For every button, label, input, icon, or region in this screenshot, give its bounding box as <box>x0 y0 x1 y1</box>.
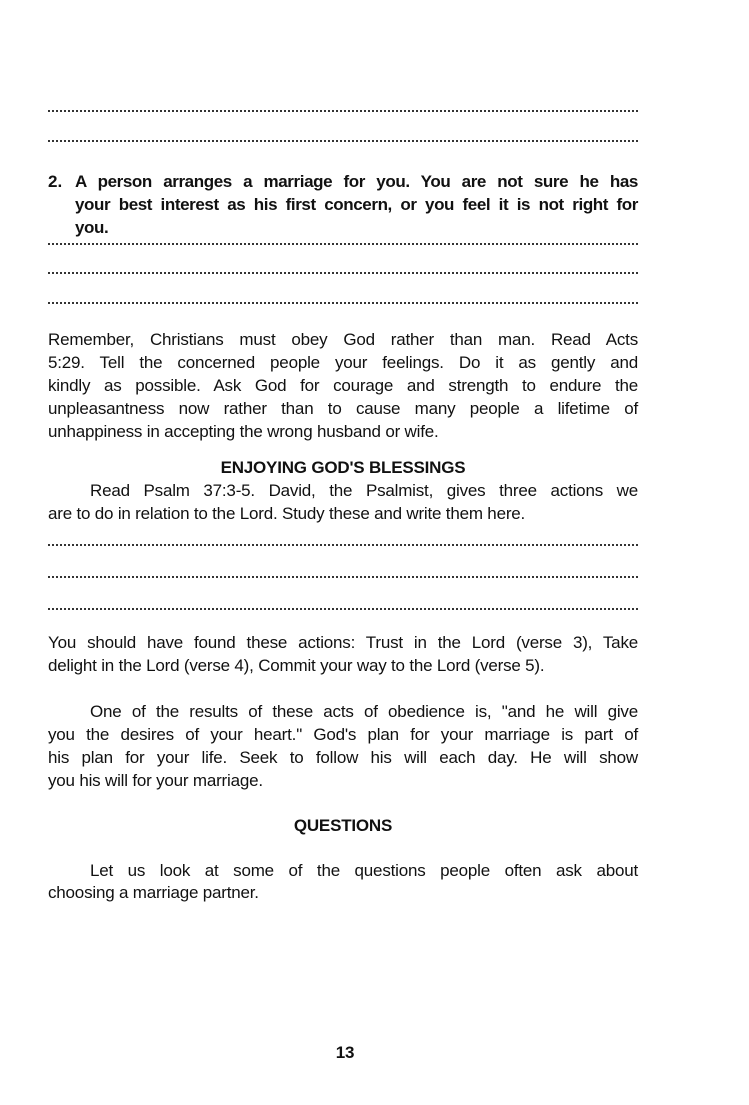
paragraph-line: Let us look at some of the questions people often ask about <box>90 861 638 880</box>
answer-line[interactable] <box>48 608 638 610</box>
item-text: your best interest as his first concern, or you feel it is not right for <box>75 195 638 214</box>
paragraph-line: 5:29. Tell the concerned people your feelings. Do it as gently and <box>48 353 638 372</box>
page-number: 13 <box>335 1043 355 1062</box>
paragraph-line: unhappiness in accepting the wrong husband or wife. <box>48 422 439 441</box>
item-number: 2. <box>48 172 63 191</box>
paragraph-line: you the desires of your heart." God's plan for your marriage is part of <box>48 725 638 744</box>
answer-line[interactable] <box>48 272 638 274</box>
item-text: A person arranges a marriage for you. You are not sure he has <box>75 172 638 191</box>
paragraph-line: you his will for your marriage. <box>48 771 263 790</box>
paragraph-line: You should have found these actions: Trust in the Lord (verse 3), Take <box>48 633 638 652</box>
answer-line[interactable] <box>48 576 638 578</box>
answer-line[interactable] <box>48 140 638 142</box>
paragraph-line: are to do in relation to the Lord. Study these and write them here. <box>48 504 526 523</box>
section-heading: QUESTIONS <box>293 816 393 835</box>
paragraph-line: One of the results of these acts of obedience is, "and he will give <box>90 702 638 721</box>
paragraph-line: his plan for your life. Seek to follow his will each day. He will show <box>48 748 638 767</box>
paragraph-line: unpleasantness now rather than to cause many people a lifetime of <box>48 399 638 418</box>
paragraph-line: Remember, Christians must obey God rather than man. Read Acts <box>48 330 638 349</box>
answer-line[interactable] <box>48 110 638 112</box>
paragraph-line: choosing a marriage partner. <box>48 883 259 902</box>
paragraph-line: delight in the Lord (verse 4), Commit your way to the Lord (verse 5). <box>48 656 545 675</box>
answer-line[interactable] <box>48 243 638 245</box>
section-heading: ENJOYING GOD'S BLESSINGS <box>220 458 466 477</box>
answer-line[interactable] <box>48 302 638 304</box>
answer-line[interactable] <box>48 544 638 546</box>
paragraph-line: Read Psalm 37:3-5. David, the Psalmist, gives three actions we <box>90 481 638 500</box>
item-text: you. <box>75 218 109 237</box>
paragraph-line: kindly as possible. Ask God for courage and strength to endure the <box>48 376 638 395</box>
